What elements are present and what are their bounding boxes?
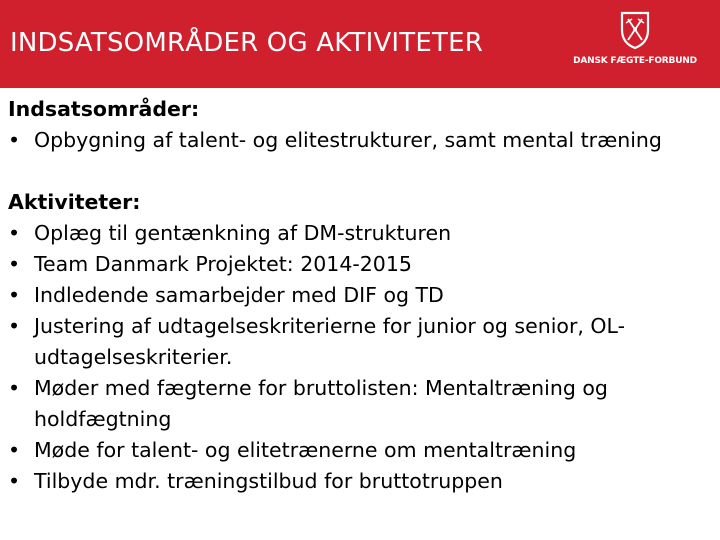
bullet-icon: • [8,252,21,276]
slide-title: INDSATSOMRÅDER OG AKTIVITETER [10,28,483,58]
list-item [8,249,720,280]
list-item [8,280,720,311]
bullet-icon: • [8,438,21,462]
list-item [8,125,720,156]
bullet-icon: • [8,314,21,338]
list-item-text-continued: holdfægtning [34,407,172,431]
list-item [8,311,720,373]
list-item-text: Team Danmark Projektet: 2014-2015 [34,252,412,276]
list-item [8,218,720,249]
focus-areas-heading: Indsatsområder: [8,97,200,121]
bullet-icon: • [8,128,21,152]
activities-list [8,218,720,497]
list-item-text-continued: udtagelseskriterier. [34,345,233,369]
list-item-text: Møde for talent- og elitetrænerne om mentaltræning [34,438,577,462]
list-item [8,435,720,466]
fencing-shield-icon [619,10,651,50]
bullet-icon: • [8,376,21,400]
header-bar [0,0,720,88]
section-spacer [8,156,720,187]
list-item-text: Opbygning af talent- og elitestrukturer, samt mental træning [34,128,662,152]
focus-areas-list [8,125,720,156]
bullet-icon: • [8,221,21,245]
bullet-icon: • [8,283,21,307]
list-item-text: Indledende samarbejder med DIF og TD [34,283,444,307]
slide-body [8,94,720,534]
list-item-text: Justering af udtagelseskriterierne for junior og senior, OL- [34,314,625,338]
list-item-text: Tilbyde mdr. træningstilbud for bruttotruppen [34,469,503,493]
list-item [8,373,720,435]
logo-text: DANSK FÆGTE-FORBUND [573,56,697,66]
activities-heading: Aktiviteter: [8,190,141,214]
list-item [8,466,720,497]
list-item-text: Møder med fægterne for bruttolisten: Mentaltræning og [34,376,608,400]
list-item-text: Oplæg til gentænkning af DM-strukturen [34,221,452,245]
dansk-faegte-forbund-logo [570,8,700,74]
bullet-icon: • [8,469,21,493]
